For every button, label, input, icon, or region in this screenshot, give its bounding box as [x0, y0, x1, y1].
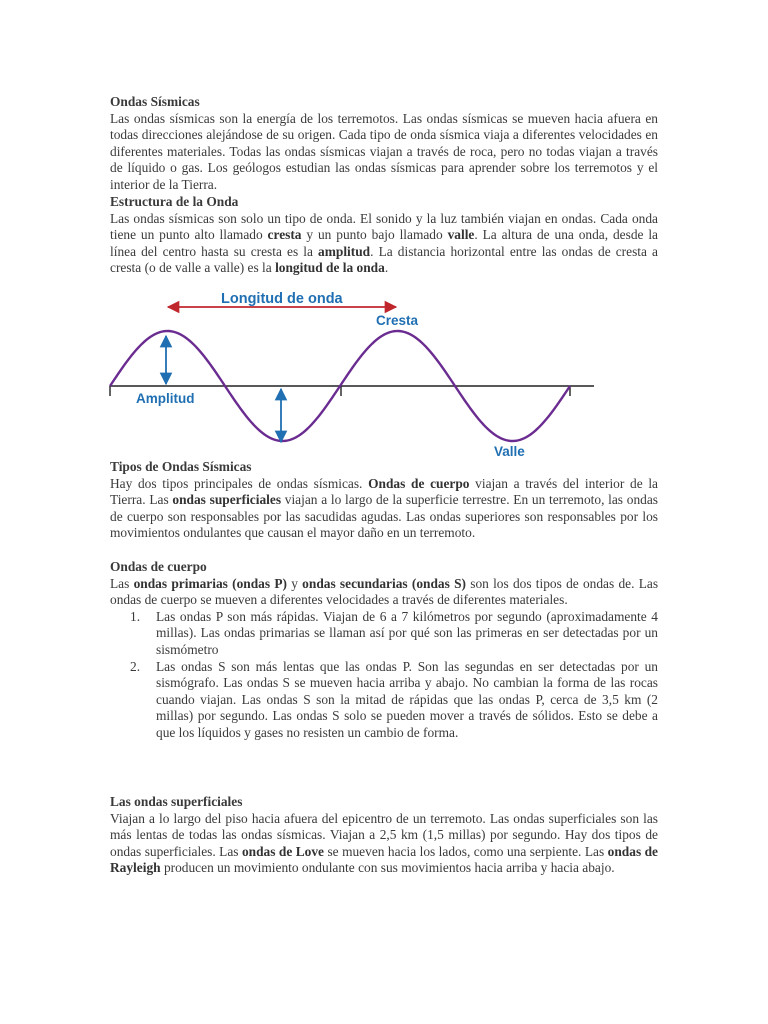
amplitude-label: Amplitud	[136, 391, 195, 406]
term-s-waves: ondas secundarias (ondas S)	[302, 575, 466, 591]
text-run: Hay dos tipos principales de ondas sísmicas.	[110, 475, 369, 491]
section-title-seismic-waves: Ondas Sísmicas	[110, 94, 200, 109]
surface-waves-section	[110, 794, 658, 877]
list-item-number: 1.	[130, 608, 141, 624]
list-item	[110, 659, 658, 742]
intro-section	[110, 94, 658, 194]
wave-diagram-svg	[100, 286, 610, 462]
list-item-text: Las ondas P son más rápidas. Viajan de 6 a 7 kilómetros por segundo (aproximadamente 4 millas). Las ondas primarias se llaman así por qué son las primeras en ser detectadas por un sismómetro	[156, 608, 658, 657]
text-run: se mueven hacia los lados, como una serpiente. Las	[324, 843, 608, 859]
wave-structure-section	[110, 194, 658, 277]
text-run: son los dos tipos de ondas de. Las ondas de cuerpo se mueven a diferentes velocidades a través de diferentes materiales.	[110, 575, 659, 608]
term-rayleigh-waves: ondas de Rayleigh	[110, 843, 658, 876]
text-run: .	[384, 260, 389, 276]
body-waves-section	[110, 559, 658, 742]
text-run: y un punto bajo llamado	[301, 227, 448, 243]
term-love-waves: ondas de Love	[241, 843, 325, 859]
wave-types-section	[110, 459, 658, 542]
section-title-body-waves: Ondas de cuerpo	[110, 559, 207, 574]
text-run: y	[286, 575, 303, 591]
text-run: viajan a lo largo de la superficie terrestre. En un terremoto, las ondas de cuerpo son responsables por las sacudidas agudas. Las ondas superiores son responsables por los movimientos ondulantes que causan el mayor daño en un terremoto.	[110, 492, 658, 541]
text-run: producen un movimiento ondulante con sus movimientos hacia arriba y hacia abajo.	[160, 860, 615, 876]
list-item-text: Las ondas S son más lentas que las ondas P. Son las segundas en ser detectadas por un sismógrafo. Las ondas S se mueven hacia arriba y abajo. No cambian la forma de las rocas cuando viajan. Las ondas S son la mitad de rápidas que las ondas P, cerca de 3,5 km (2 millas) por segundo. Las ondas S solo se pueden mover a través de sólidos. Esto se debe a que los líquidos y gases no resisten un cambio de forma.	[156, 658, 658, 740]
list-item-number: 2.	[130, 658, 141, 674]
text-run: viajan a través del interior de la Tierra. Las	[110, 475, 658, 508]
wave-structure-paragraph	[110, 211, 658, 277]
list-item	[110, 609, 658, 659]
term-trough: valle	[447, 227, 475, 243]
crest-label: Cresta	[376, 313, 419, 328]
text-run: Las ondas sísmicas son solo un tipo de onda. El sonido y la luz también viajan en ondas. Cada onda tiene un punto alto llamado	[110, 210, 658, 243]
text-run: Las	[110, 575, 134, 591]
surface-waves-paragraph	[110, 811, 658, 877]
term-amplitude: amplitud	[318, 243, 371, 259]
wavelength-label: Longitud de onda	[221, 291, 343, 307]
body-waves-list	[110, 609, 658, 742]
section-title-wave-types: Tipos de Ondas Sísmicas	[110, 459, 252, 474]
term-surface-waves: ondas superficiales	[172, 492, 282, 508]
term-wavelength: longitud de la onda	[275, 260, 385, 276]
text-run: Viajan a lo largo del piso hacia afuera del epicentro de un terremoto. Las ondas superficiales son las más lentas de todas las ondas sísmicas. Viajan a 2,5 km (1,5 millas) por segundo. Hay dos tipos de ondas superficiales. Las	[110, 810, 658, 859]
trough-label: Valle	[494, 444, 525, 459]
wave-diagram	[100, 286, 610, 462]
text-run: . La altura de una onda, desde la línea del centro hasta su cresta es la	[110, 227, 659, 259]
intro-paragraph: Las ondas sísmicas son la energía de los terremotos. Las ondas sísmicas se mueven hacia afuera en todas direcciones alejándose de su origen. Cada tipo de onda sísmica viaja a diferentes velocidades en diferentes materiales. Todas las ondas sísmicas viajan a través de roca, pero no todas viajan a través de líquido o gas. Los geólogos estudian las ondas sísmicas para aprender sobre los terremotos y el interior de la Tierra.	[110, 110, 658, 192]
term-crest: cresta	[267, 227, 302, 243]
section-title-surface-waves: Las ondas superficiales	[110, 794, 243, 809]
wave-types-paragraph	[110, 476, 658, 542]
body-waves-paragraph	[110, 576, 658, 609]
term-body-waves: Ondas de cuerpo	[368, 475, 470, 491]
term-p-waves: ondas primarias (ondas P)	[133, 575, 287, 591]
section-title-wave-structure: Estructura de la Onda	[110, 194, 239, 209]
text-run: . La distancia horizontal entre las ondas de cresta a cresta (o de valle a valle) es la	[110, 243, 658, 276]
